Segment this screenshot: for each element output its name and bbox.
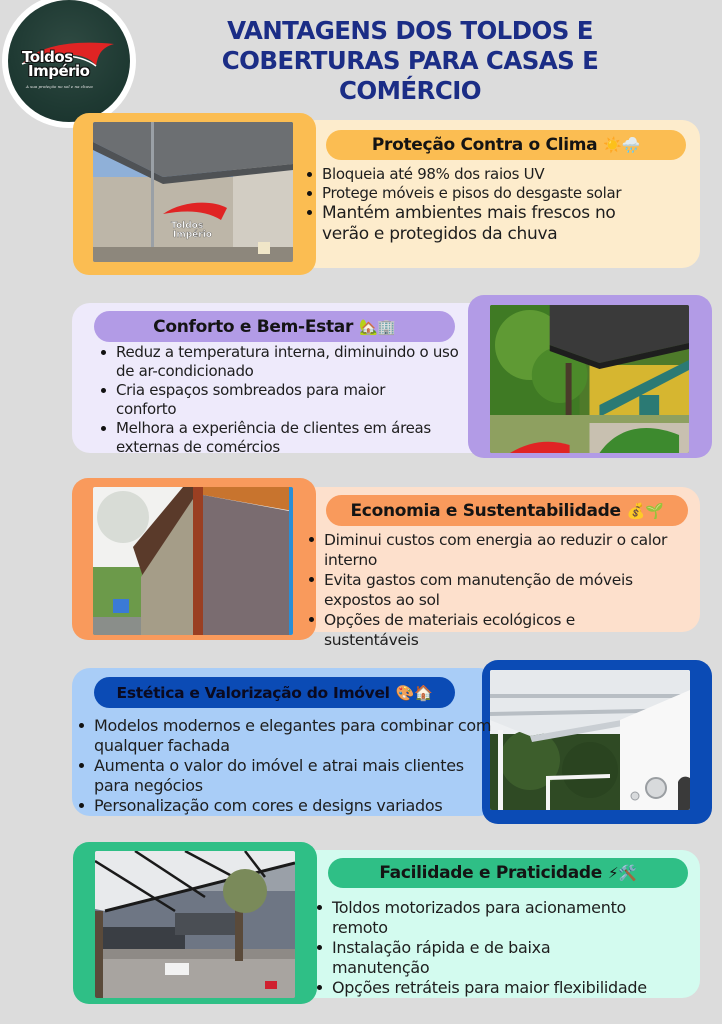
section-heading bbox=[328, 858, 688, 888]
house-building-icon: 🏡🏢 bbox=[359, 317, 396, 336]
sun-rain-icon: ☀️🌧️ bbox=[603, 136, 641, 154]
section-heading bbox=[94, 311, 455, 342]
heading-text: Economia e Sustentabilidade bbox=[350, 500, 621, 521]
section-heading bbox=[326, 495, 688, 526]
lightning-tools-icon: ⚡🛠️ bbox=[608, 864, 637, 882]
white-pergola-photo bbox=[490, 670, 690, 810]
section-heading bbox=[326, 130, 686, 160]
list-item: Bloqueia até 98% dos raios UV bbox=[302, 165, 697, 184]
list-item: Modelos modernos e elegantes para combinar com qualquer fachada bbox=[74, 716, 494, 756]
money-bag-sprout-icon: 💰🌱 bbox=[626, 501, 664, 520]
benefit-list bbox=[312, 898, 702, 998]
heading-text: Estética e Valorização do Imóvel bbox=[116, 683, 390, 702]
logo-wordmark bbox=[22, 50, 122, 78]
list-item: Aumenta o valor do imóvel e atrai mais clientes para negócios bbox=[74, 756, 494, 796]
list-item: Evita gastos com manutenção de móveis expostos ao sol bbox=[304, 570, 684, 610]
list-item: Opções retráteis para maior flexibilidade bbox=[312, 978, 702, 998]
list-item: Personalização com cores e designs variados bbox=[74, 796, 494, 816]
list-item: Mantém ambientes mais frescos no verão e protegidos da chuva bbox=[302, 203, 662, 245]
roller-blind-photo bbox=[93, 487, 293, 635]
palette-house-icon: 🎨🏠 bbox=[395, 683, 433, 702]
heading-text: Proteção Contra o Clima bbox=[371, 135, 598, 155]
list-item: Toldos motorizados para acionamento remoto bbox=[312, 898, 657, 938]
logo-line-1: Toldos bbox=[22, 48, 73, 66]
awning-courtyard-photo bbox=[93, 122, 293, 262]
benefit-list bbox=[304, 530, 704, 650]
list-item: Melhora a experiência de clientes em áreas externas de comércios bbox=[96, 419, 466, 457]
logo-line-2: Império bbox=[28, 62, 90, 80]
list-item: Diminui custos com energia ao reduzir o calor interno bbox=[304, 530, 704, 570]
svg-text:Império: Império bbox=[173, 230, 212, 240]
benefit-list bbox=[74, 716, 494, 816]
logo-badge bbox=[8, 0, 130, 122]
terrace-cover-photo bbox=[95, 851, 295, 998]
list-item: Opções de materiais ecológicos e sustentáveis bbox=[304, 610, 624, 650]
garden-awning-photo bbox=[490, 305, 689, 453]
logo-tagline: A sua proteção no sol e na chuva bbox=[26, 84, 93, 89]
list-item: Cria espaços sombreados para maior conforto bbox=[96, 381, 416, 419]
svg-text:Toldos: Toldos bbox=[171, 221, 204, 231]
list-item: Reduz a temperatura interna, diminuindo o uso de ar-condicionado bbox=[96, 343, 466, 381]
section-heading bbox=[94, 677, 455, 708]
benefit-list bbox=[302, 165, 697, 245]
brand-logo bbox=[2, 0, 136, 128]
benefit-list bbox=[96, 343, 466, 457]
heading-text: Conforto e Bem-Estar bbox=[153, 316, 354, 337]
heading-text: Facilidade e Praticidade bbox=[379, 863, 603, 883]
page-title: VANTAGENS DOS TOLDOS E COBERTURAS PARA CASAS E COMÉRCIO bbox=[221, 16, 599, 105]
list-item: Protege móveis e pisos do desgaste solar bbox=[302, 184, 697, 203]
list-item: Instalação rápida e de baixa manutenção bbox=[312, 938, 572, 978]
